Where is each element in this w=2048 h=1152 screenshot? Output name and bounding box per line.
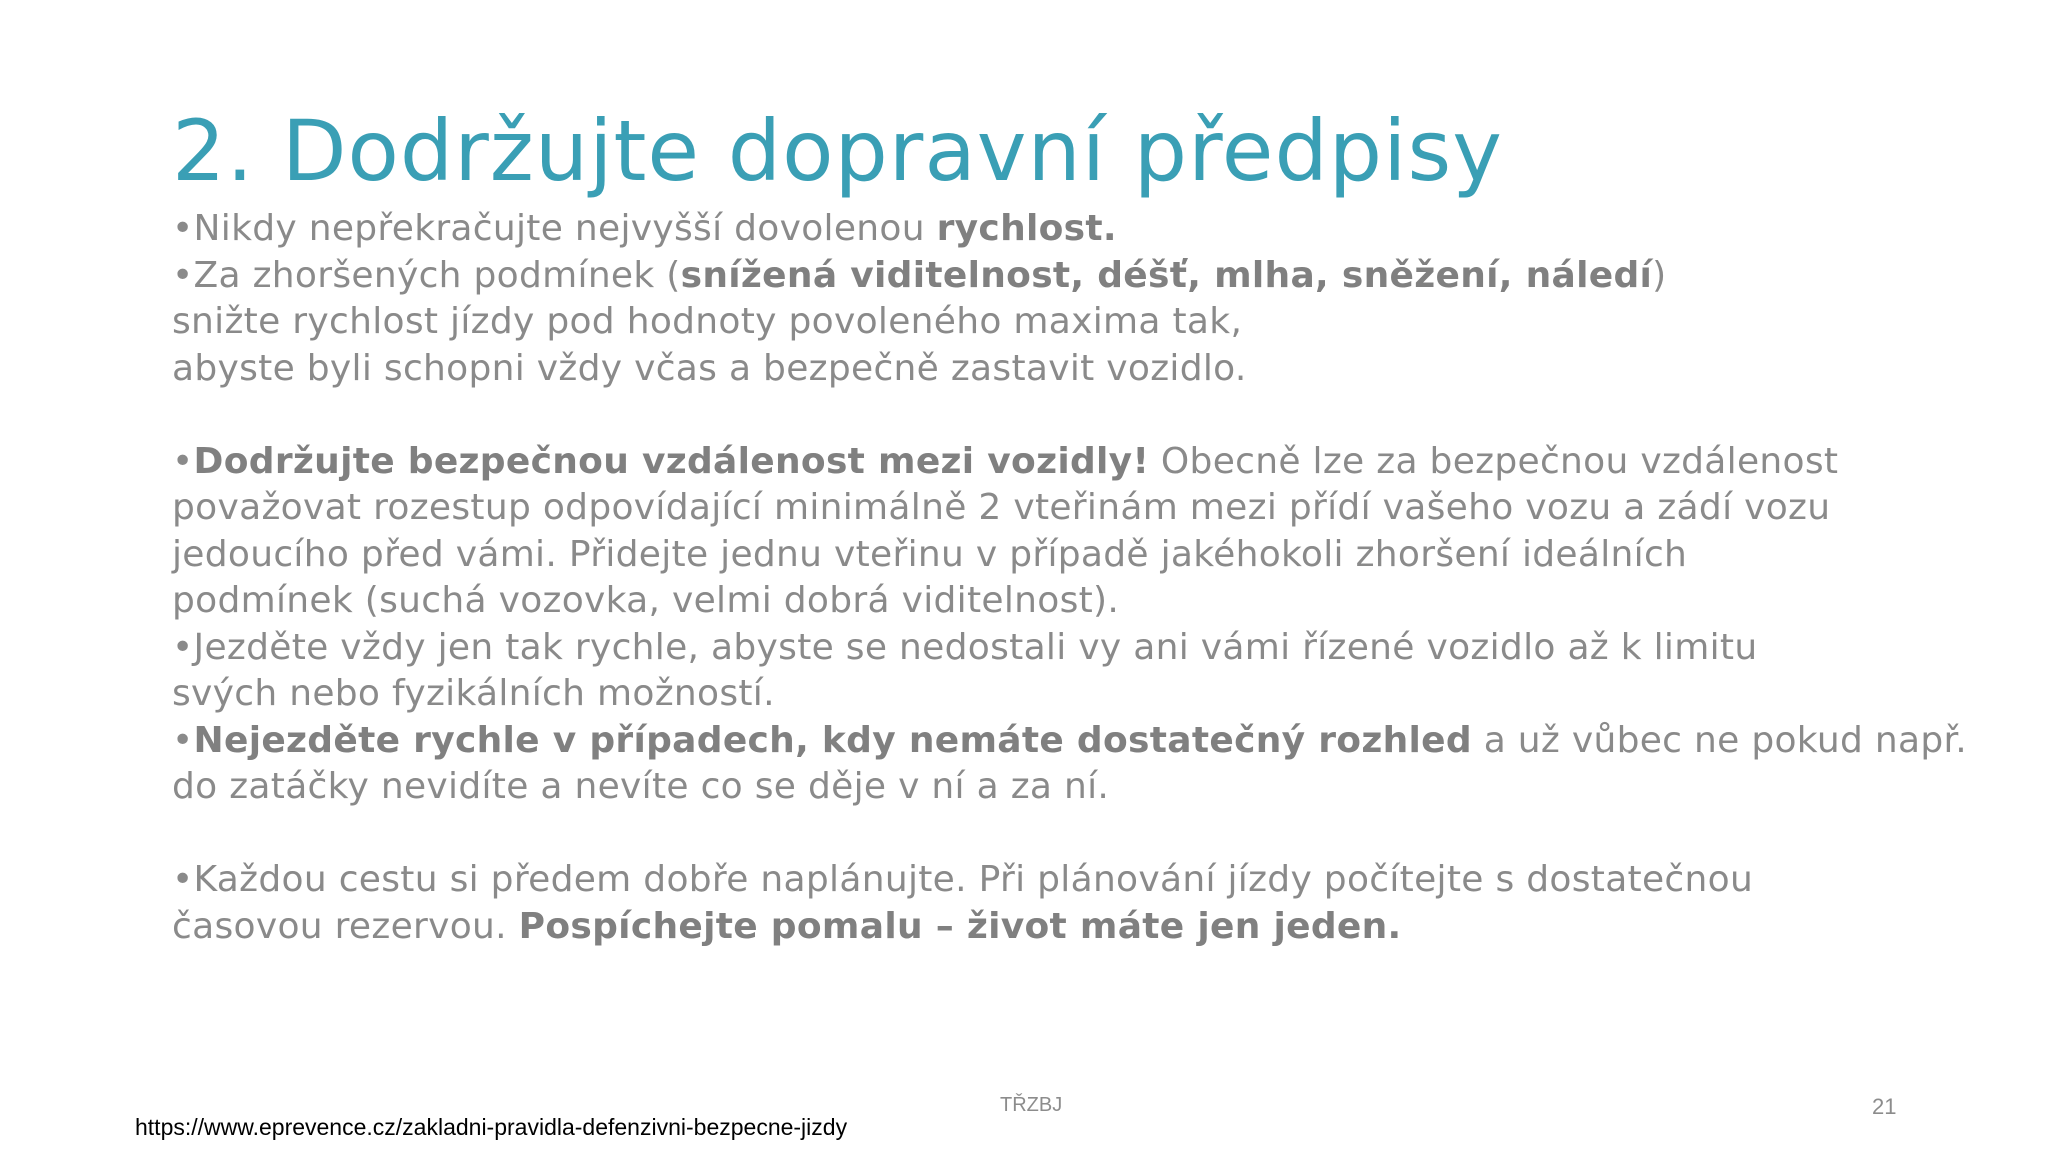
bold-text: rychlost. — [936, 208, 1117, 249]
text-line: považovat rozestup odpovídající minimálně 2 vteřinám mezi přídí vašeho vozu a zádí vozu — [172, 487, 1831, 528]
text-span: •Nikdy nepřekračujte nejvyšší dovolenou — [172, 208, 937, 249]
text-span: ) — [1652, 254, 1667, 296]
text-span: •Za zhoršených podmínek ( — [172, 254, 681, 296]
speed-limit-line — [172, 206, 1932, 253]
page-number: 21 — [1872, 1094, 1897, 1119]
paragraph-gap — [172, 811, 1932, 858]
text-line: svých nebo fyzikálních možností. — [172, 673, 775, 714]
text-span: a už vůbec ne pokud např. — [1471, 719, 1968, 761]
text-line: abyste byli schopni vždy včas a bezpečně zastavit vozidlo. — [172, 347, 1247, 389]
closing-line — [172, 904, 1932, 951]
bold-text: Pospíchejte pomalu – život máte jen jeden. — [518, 905, 1402, 947]
text-span: Obecně lze za bezpečnou vzdálenost — [1149, 440, 1839, 482]
slide-title: 2. Dodržujte dopravní předpisy — [172, 102, 1503, 200]
bullet: • — [172, 440, 194, 482]
source-url: https://www.eprevence.cz/zakladni-pravidla-defenzivni-bezpecne-jizdy — [135, 1114, 848, 1140]
text-line: snižte rychlost jízdy pod hodnoty povoleného maxima tak, — [172, 301, 1243, 342]
bold-text: Nejezděte rychle v případech, kdy nemáte dostatečný rozhled — [193, 719, 1472, 761]
footer-label: TŘZBJ — [1000, 1094, 1063, 1116]
slide-body — [172, 206, 1968, 950]
bad-conditions-line — [172, 253, 1932, 300]
text-line: •Jezděte vždy jen tak rychle, abyste se nedostali vy ani vámi řízené vozidlo až k limitu — [172, 626, 1758, 668]
bullet: • — [172, 719, 194, 761]
text-line: do zatáčky nevidíte a nevíte co se děje v ní a za ní. — [172, 766, 1110, 807]
text-line: •Každou cestu si předem dobře naplánujte. Při plánování jízdy počítejte s dostatečnou — [172, 859, 1754, 900]
safe-distance-line — [172, 439, 1932, 486]
paragraph-gap — [172, 392, 1932, 439]
text-line: jedoucího před vámi. Přidejte jednu vteřinu v případě jakéhokoli zhoršení ideálních — [172, 533, 1688, 575]
bold-text: snížená viditelnost, déšť, mlha, sněžení, náledí — [680, 254, 1653, 296]
text-span: časovou rezervou. — [172, 905, 519, 947]
visibility-line — [172, 718, 1968, 765]
text-line: podmínek (suchá vozovka, velmi dobrá viditelnost). — [172, 580, 1120, 621]
bold-text: Dodržujte bezpečnou vzdálenost mezi vozidly! — [193, 440, 1150, 482]
